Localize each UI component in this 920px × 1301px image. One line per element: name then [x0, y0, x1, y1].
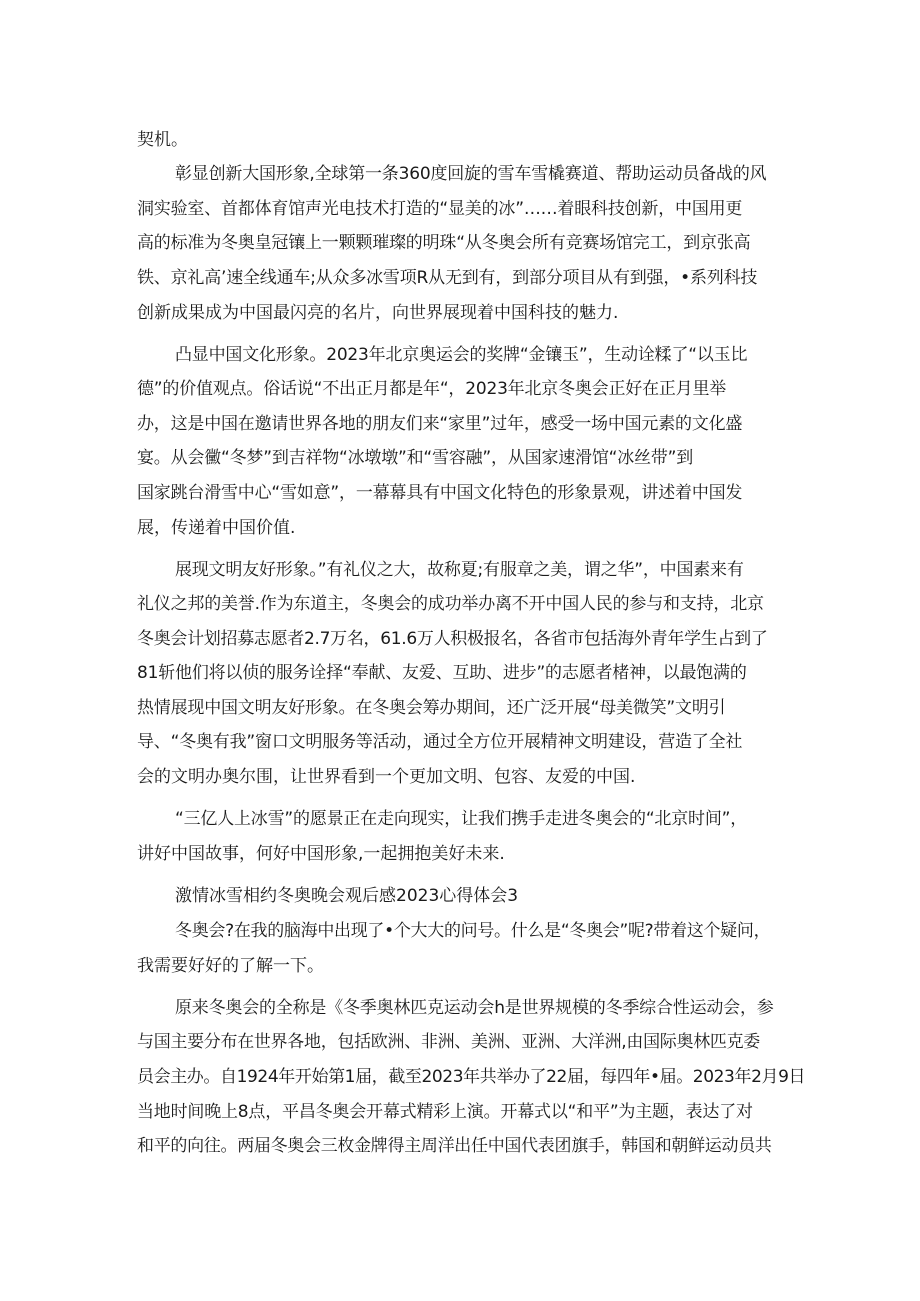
text-line: 与国主要分布在世界各地，包括欧洲、非洲、美洲、亚洲、大洋洲,由国际奥林匹克委: [137, 1032, 761, 1052]
text-line: 展现文明友好形象。”有礼仪之大，故称夏;有服章之美，谓之华”，中国素来有: [175, 560, 744, 580]
text-line: 铁、京礼高’速全线通车;从众多冰雪项R从无到有，到部分项目从有到强，•系列科技: [137, 268, 758, 288]
text-line: “三亿人上冰雪”的愿景正在走向现实，让我们携手走进冬奥会的“北京时间”，: [175, 809, 748, 829]
text-line: 冬奥会?在我的脑海中出现了•个大大的问号。什么是“冬奥会”呢?带着这个疑问，: [175, 921, 771, 941]
text-line: 礼仪之邦的美誉.作为东道主，冬奥会的成功举办离不开中国人民的参与和支持，北京: [137, 594, 764, 614]
text-line: 我需要好好的了解一下。: [137, 956, 324, 976]
text-line: 冬奥会计划招募志愿者2.7万名，61.6万人积极报名，各省市包括海外青年学生占到了: [137, 629, 768, 649]
text-line: 讲好中国故事，何好中国形象,一起拥抱美好未来.: [137, 844, 505, 864]
text-line: 员会主办。自1924年开始第1届，截至2023年共举办了22届，每四年•届。2023年2月9日: [137, 1067, 806, 1087]
text-line: 凸显中国文化形象。2023年北京奥运会的奖牌“金镶玉”，生动诠糅了“以玉比: [175, 345, 748, 365]
text-line: 契机。: [137, 130, 188, 150]
text-line: 国家跳台滑雪中心“雪如意”，一幕幕具有中国文化特色的形象景观，讲述着中国发: [137, 483, 743, 503]
text-line: 彰显创新大国形象,全球第一条360度回旋的雪车雪橇赛道、帮助运动员备战的风: [175, 164, 767, 184]
text-line: 展，传递着中国价值.: [137, 518, 296, 538]
text-line: 会的文明办奥尔围，让世界看到一个更加文明、包容、友爱的中国.: [137, 767, 636, 787]
text-line: 和平的向往。两届冬奥会三枚金牌得主周洋出任中国代表团旗手，韩国和朝鲜运动员共: [137, 1136, 772, 1156]
text-line: 办，这是中国在邀请世界各地的朋友们来“家里”过年，感受一场中国元素的文化盛: [137, 414, 743, 434]
text-line: 宴。从会黴“冬梦”到吉祥物“冰墩墩”和“雪容融”，从国家速滑馆“冰丝带”到: [137, 448, 694, 468]
text-line: 创新成果成为中国最闪亮的名片，向世界展现着中国科技的魅力.: [137, 303, 619, 323]
text-line: 热情展现中国文明友好形象。在冬奥会筹办期间，还广泛开展“母美微笑”文明引: [137, 698, 726, 718]
section-heading: 激情冰雪相约冬奥晚会观后感2023心得体会3: [175, 886, 519, 906]
text-line: 洞实验室、首都体育馆声光电技术打造的“显美的冰”……着眼科技创新，中国用更: [137, 199, 743, 219]
text-line: 高的标准为冬奥皇冠镶上一颗颗璀璨的明珠“从冬奥会所有竞赛场馆完工，到京张高: [137, 233, 751, 253]
text-line: 81斩他们将以侦的服务诠择“奉献、友爱、互助、进步”的志愿者楮神，以最饱满的: [137, 663, 747, 683]
text-line: 德”的价值观点。俗话说“不出正月都是年“，2023年北京冬奥会正好在正月里举: [137, 379, 727, 399]
text-line: 当地时间晚上8点，平昌冬奥会开幕式精彩上演。开幕式以“和平”为主题，表达了对: [137, 1102, 753, 1122]
text-line: 导、“冬奥有我”窗口文明服务等活动，通过全方位开展精神文明建设，营造了全社: [137, 732, 743, 752]
text-line: 原来冬奥会的全称是《冬季奥林匹克运动会h是世界规模的冬季综合性运动会，参: [175, 998, 774, 1018]
